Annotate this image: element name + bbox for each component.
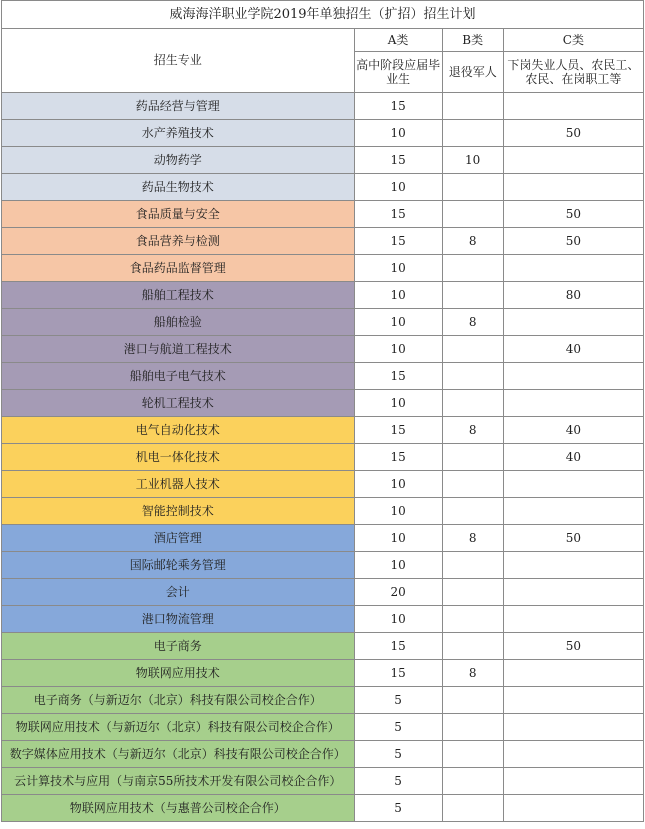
table-row [2,363,644,390]
b-count-cell: 10 [442,147,503,174]
b-count-cell [442,741,503,768]
table-row [2,255,644,282]
a-count-cell: 15 [354,660,442,687]
table-row [2,606,644,633]
a-count-cell: 10 [354,309,442,336]
major-cell: 机电一体化技术 [2,444,355,471]
a-count-cell: 5 [354,687,442,714]
header-row-1 [2,29,644,52]
a-count-cell: 20 [354,579,442,606]
c-count-cell [503,309,643,336]
a-count-cell: 15 [354,363,442,390]
b-count-cell [442,606,503,633]
b-count-cell [442,714,503,741]
b-count-cell [442,336,503,363]
a-count-cell: 5 [354,714,442,741]
c-count-cell [503,768,643,795]
c-count-cell [503,93,643,120]
table-row [2,147,644,174]
c-count-cell: 50 [503,633,643,660]
major-cell: 船舶工程技术 [2,282,355,309]
a-count-cell: 15 [354,147,442,174]
major-cell: 会计 [2,579,355,606]
a-count-cell: 10 [354,174,442,201]
category-b-desc: 退役军人 [442,52,503,93]
a-count-cell: 10 [354,282,442,309]
major-cell: 电子商务（与新迈尔（北京）科技有限公司校企合作） [2,687,355,714]
b-count-cell [442,552,503,579]
category-c-header: C类 [503,29,643,52]
a-count-cell: 15 [354,201,442,228]
c-count-cell [503,579,643,606]
c-count-cell: 40 [503,336,643,363]
a-count-cell: 15 [354,228,442,255]
table-row [2,120,644,147]
b-count-cell: 8 [442,228,503,255]
a-count-cell: 10 [354,120,442,147]
b-count-cell [442,120,503,147]
b-count-cell [442,363,503,390]
table-row [2,579,644,606]
table-row [2,444,644,471]
major-cell: 食品药品监督管理 [2,255,355,282]
title-row [2,1,644,29]
table-row [2,390,644,417]
major-cell: 船舶检验 [2,309,355,336]
c-count-cell: 50 [503,228,643,255]
b-count-cell [442,93,503,120]
b-count-cell [442,768,503,795]
a-count-cell: 10 [354,390,442,417]
a-count-cell: 10 [354,498,442,525]
major-cell: 港口物流管理 [2,606,355,633]
major-cell: 电子商务 [2,633,355,660]
major-cell: 药品经营与管理 [2,93,355,120]
b-count-cell [442,174,503,201]
major-cell: 船舶电子电气技术 [2,363,355,390]
c-count-cell [503,741,643,768]
major-cell: 食品质量与安全 [2,201,355,228]
a-count-cell: 15 [354,633,442,660]
major-cell: 食品营养与检测 [2,228,355,255]
b-count-cell [442,390,503,417]
c-count-cell [503,255,643,282]
c-count-cell [503,498,643,525]
b-count-cell [442,201,503,228]
table-row [2,498,644,525]
a-count-cell: 10 [354,471,442,498]
table-row [2,174,644,201]
table-row [2,741,644,768]
table-row [2,714,644,741]
b-count-cell [442,795,503,822]
table-title: 威海海洋职业学院2019年单独招生（扩招）招生计划 [2,1,644,29]
table-row [2,417,644,444]
table-row [2,768,644,795]
major-cell: 工业机器人技术 [2,471,355,498]
table-row [2,336,644,363]
c-count-cell [503,174,643,201]
c-count-cell: 50 [503,525,643,552]
a-count-cell: 5 [354,795,442,822]
major-cell: 数字媒体应用技术（与新迈尔（北京）科技有限公司校企合作） [2,741,355,768]
b-count-cell: 8 [442,417,503,444]
major-cell: 物联网应用技术（与惠普公司校企合作） [2,795,355,822]
a-count-cell: 10 [354,336,442,363]
b-count-cell [442,471,503,498]
table-row [2,525,644,552]
table-row [2,201,644,228]
category-b-header: B类 [442,29,503,52]
b-count-cell [442,282,503,309]
table-row [2,93,644,120]
c-count-cell [503,660,643,687]
b-count-cell [442,444,503,471]
c-count-cell [503,552,643,579]
major-cell: 电气自动化技术 [2,417,355,444]
major-cell: 药品生物技术 [2,174,355,201]
b-count-cell [442,633,503,660]
category-a-desc: 高中阶段应届毕业生 [354,52,442,93]
a-count-cell: 15 [354,93,442,120]
a-count-cell: 10 [354,525,442,552]
c-count-cell [503,687,643,714]
b-count-cell: 8 [442,309,503,336]
c-count-cell: 40 [503,417,643,444]
table-row [2,309,644,336]
major-cell: 云计算技术与应用（与南京55所技术开发有限公司校企合作） [2,768,355,795]
major-header: 招生专业 [2,29,355,93]
table-row [2,795,644,822]
a-count-cell: 15 [354,417,442,444]
category-a-header: A类 [354,29,442,52]
c-count-cell: 80 [503,282,643,309]
table-row [2,687,644,714]
enrollment-table [1,0,644,822]
c-count-cell: 40 [503,444,643,471]
b-count-cell [442,579,503,606]
a-count-cell: 10 [354,606,442,633]
major-cell: 国际邮轮乘务管理 [2,552,355,579]
c-count-cell [503,471,643,498]
b-count-cell [442,687,503,714]
table-row [2,282,644,309]
c-count-cell [503,606,643,633]
table-row [2,552,644,579]
a-count-cell: 15 [354,444,442,471]
category-c-desc: 下岗失业人员、农民工、农民、在岗职工等 [503,52,643,93]
major-cell: 港口与航道工程技术 [2,336,355,363]
a-count-cell: 10 [354,552,442,579]
c-count-cell [503,390,643,417]
a-count-cell: 5 [354,768,442,795]
table-row [2,471,644,498]
b-count-cell [442,498,503,525]
c-count-cell [503,147,643,174]
table-row [2,633,644,660]
b-count-cell: 8 [442,660,503,687]
a-count-cell: 10 [354,255,442,282]
c-count-cell [503,795,643,822]
b-count-cell: 8 [442,525,503,552]
major-cell: 酒店管理 [2,525,355,552]
table-row [2,660,644,687]
major-cell: 物联网应用技术 [2,660,355,687]
c-count-cell: 50 [503,201,643,228]
major-cell: 物联网应用技术（与新迈尔（北京）科技有限公司校企合作） [2,714,355,741]
major-cell: 动物药学 [2,147,355,174]
c-count-cell: 50 [503,120,643,147]
c-count-cell [503,363,643,390]
c-count-cell [503,714,643,741]
b-count-cell [442,255,503,282]
major-cell: 轮机工程技术 [2,390,355,417]
major-cell: 水产养殖技术 [2,120,355,147]
major-cell: 智能控制技术 [2,498,355,525]
a-count-cell: 5 [354,741,442,768]
table-row [2,228,644,255]
